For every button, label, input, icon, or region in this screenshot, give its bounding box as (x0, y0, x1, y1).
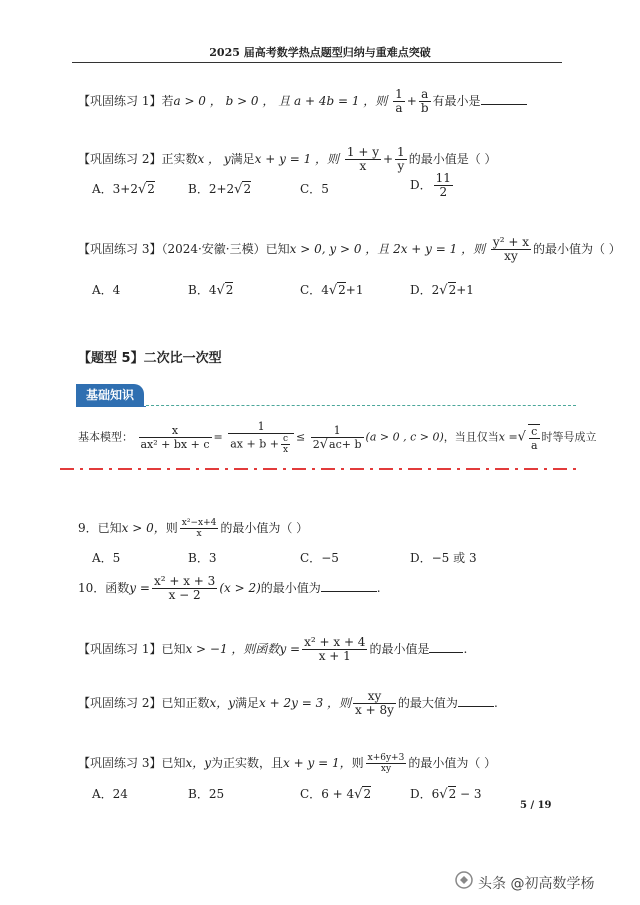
option-b[interactable]: B．4√2 (188, 283, 234, 298)
answer-blank[interactable] (481, 94, 527, 105)
practice-4: 【巩固练习 1】已知x > −1 ，则函数y = $\frac{\text{x² + x + 4}}{x + 1}$ 的最小值是 . (78, 635, 468, 663)
watermark: 头条 @初高数学杨 (478, 876, 595, 892)
option-a[interactable]: A．4 (92, 283, 121, 297)
question-9: 9．已知x > 0，则 $\frac{\text{x²−x+4}}{x}$ 的最小值为（ ） (78, 518, 309, 539)
practice-6: 【巩固练习 3】已知x，y为正实数，且x + y = 1，则 $\frac{x+6y+3}{xy}$ 的最小值为（ ） (78, 753, 497, 774)
practice-5: 【巩固练习 2】已知正数x，y满足x + 2y = 3 ，则 $\frac{xy}{x + 8y}$ 的最大值为 . (78, 689, 498, 717)
option-c[interactable]: C．5 (300, 182, 329, 196)
answer-blank[interactable] (429, 642, 463, 653)
option-a[interactable]: A．3+2√2 (92, 182, 155, 197)
section-title: 【题型 5】二次比一次型 (78, 351, 222, 366)
teal-dashed-rule (146, 405, 576, 406)
option-c[interactable]: C．−5 (300, 551, 339, 565)
page-number: 5 / 19 (520, 800, 552, 811)
basic-model: 基本模型： $\frac{x}{\text{ax² + bx + c}}$ = 1 ax + b + $\frac{c}{x}$ ≤ $\frac{1}{2√ac+ b}$ (a > 0 , c > 0)，当且仅当x =√ $\frac{c}{a}$ 时等号成立 (78, 420, 597, 455)
option-d[interactable]: D．6√2 − 3 (410, 787, 482, 802)
page-header: 2025 届高考数学热点题型归纳与重难点突破 (209, 46, 431, 59)
answer-blank[interactable] (321, 581, 377, 592)
practice-2: 【巩固练习 2】正实数x ， y满足x + y = 1 ，则 $\frac{1 + y}{x}$ + $\frac{1}{y}$ 的最小值是（ ） (78, 145, 497, 173)
option-c[interactable]: C．4√2+1 (300, 283, 364, 298)
option-b[interactable]: B．2+2√2 (188, 182, 252, 197)
practice-1: 【巩固练习 1】若a > 0 ， b > 0 ， 且 a + 4b = 1 ，则 $\frac{1}{a}$ + $\frac{a}{b}$ 有最小是 (78, 88, 527, 115)
option-b[interactable]: B．25 (188, 787, 225, 801)
option-a[interactable]: A．24 (92, 787, 128, 801)
option-d[interactable]: D． $\frac{11}{2}$ (410, 171, 451, 199)
watermark-logo-icon (454, 870, 474, 890)
header-rule (72, 62, 562, 63)
option-a[interactable]: A．5 (92, 551, 121, 565)
option-d[interactable]: D．−5 或 3 (410, 551, 477, 565)
red-dash-dot-rule (60, 468, 578, 470)
practice-3: 【巩固练习 3】（2024·安徽·三模）已知x > 0, y > 0 ，且 2x + y = 1 ，则 $\frac{\text{y² + x}}{xy}$ 的最小值为（ ） (78, 235, 621, 263)
basic-knowledge-badge: 基础知识 (76, 384, 144, 406)
option-b[interactable]: B．3 (188, 551, 217, 565)
badge-underline (76, 406, 146, 407)
question-10: 10．函数y = $\frac{\text{x² + x + 3}}{x - 2}$ (x > 2)的最小值为 . (78, 574, 381, 602)
option-d[interactable]: D．2√2+1 (410, 283, 474, 298)
option-c[interactable]: C．6 + 4√2 (300, 787, 372, 802)
answer-blank[interactable] (458, 696, 494, 707)
